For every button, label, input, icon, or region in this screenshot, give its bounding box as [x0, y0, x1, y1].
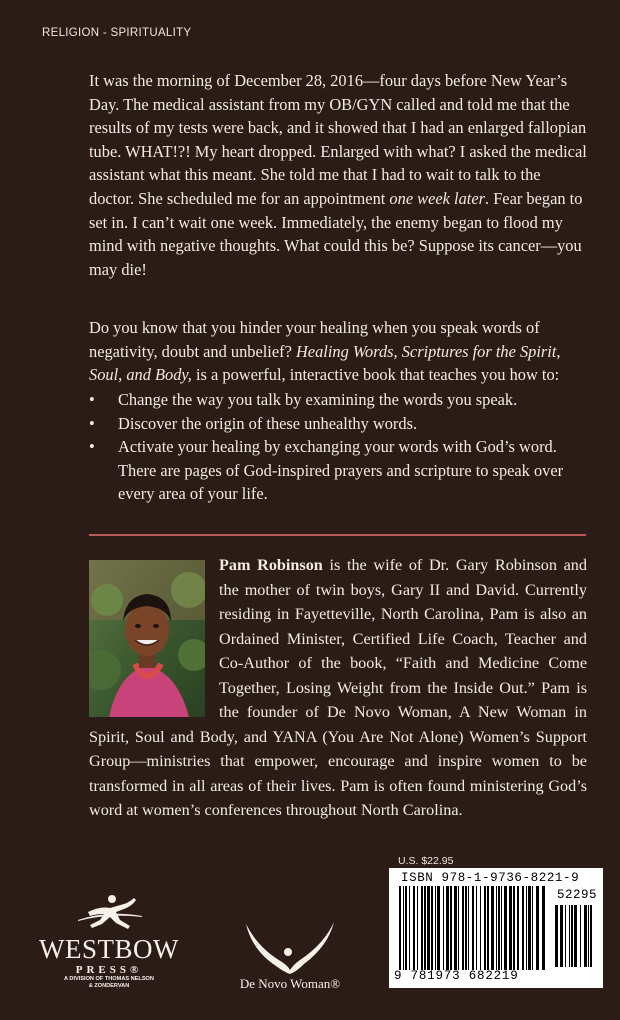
ean-number: 9 781973 682219: [394, 969, 519, 983]
intro-text-1: Do you know that you hinder your healing when you speak words of negativity, doubt and unbelief?: [89, 318, 540, 361]
barcode-bar: [443, 886, 444, 970]
barcode-bar: [413, 886, 415, 970]
raised-arms-figure-icon: [228, 920, 352, 976]
intro-paragraph: [89, 316, 589, 387]
barcode-bar: [472, 886, 474, 970]
bullet-icon: •: [89, 390, 95, 409]
barcode-bar: [487, 886, 489, 970]
publisher-press-label: PRESS®: [75, 964, 143, 976]
barcode-bar: [462, 886, 464, 970]
category-label: RELIGION - SPIRITUALITY: [42, 27, 192, 39]
section-divider: [89, 534, 586, 536]
barcode-bar: [491, 886, 494, 970]
price-label: U.S. $22.95: [398, 855, 454, 867]
barcode-bar: [532, 886, 533, 970]
barcode-bar: [574, 905, 577, 967]
de-novo-woman-logo: [228, 920, 352, 1000]
barcode-bar: [569, 905, 570, 967]
barcode-bar: [421, 886, 423, 970]
story-text-1: It was the morning of December 28, 2016—four days before New Year’s Day. The medical assistant from my OB/GYN called and told me that the results of my tests were back, and it showed that I had an enlarged fallopian tube. WHAT!?! My heart dropped. Enlarged with what? I asked the medical assistant what this meant. She told me that I had to wait to talk to the doctor. She scheduled me for an appointment: [89, 71, 587, 208]
barcode-bar: [417, 886, 418, 970]
barcode-bar: [399, 886, 401, 970]
intro-text-2: is a powerful, interactive book that teaches you how to:: [191, 365, 560, 385]
barcode-bar: [588, 905, 589, 967]
barcode-bar: [476, 886, 477, 970]
barcode-bar: [437, 886, 440, 970]
barcode-bar: [560, 905, 563, 967]
barcode-bar: [590, 905, 592, 967]
barcode-bar: [517, 886, 519, 970]
barcode-bar: [480, 886, 481, 970]
barcode-bar: [509, 886, 512, 970]
barcode-bar: [409, 886, 410, 970]
list-item-text: Activate your healing by exchanging your words with God’s word. There are pages of God-inspired prayers and scripture to speak over every area of your life.: [118, 437, 564, 504]
publisher-division-line-2: & ZONDERVAN: [88, 983, 130, 989]
bullet-icon: •: [89, 437, 95, 457]
benefit-list: [89, 388, 593, 506]
barcode-bar: [484, 886, 486, 970]
barcode-bar: [424, 886, 426, 970]
barcode-bar: [427, 886, 430, 970]
barcode-bar: [501, 886, 502, 970]
ean-barcode-bars: [399, 886, 549, 970]
book-title: Healing Words, Scriptures for the Spirit, Soul, and Body,: [89, 341, 561, 385]
barcode-bar: [542, 886, 545, 970]
runner-icon: [38, 890, 180, 934]
barcode-bar: [498, 886, 500, 970]
price-supplement-number: 52295: [557, 888, 598, 902]
barcode-bar: [555, 905, 558, 967]
barcode-bar: [513, 886, 515, 970]
bullet-icon: •: [89, 413, 95, 433]
barcode-bar: [528, 886, 531, 970]
barcode-bar: [465, 886, 467, 970]
barcode-bar: [405, 886, 407, 970]
barcode-bar: [571, 905, 573, 967]
barcode-bar: [446, 886, 449, 970]
barcode: [389, 868, 603, 988]
barcode-bar: [504, 886, 507, 970]
list-item: [89, 435, 593, 506]
barcode-bar: [403, 886, 404, 970]
list-item: [89, 388, 593, 412]
publisher-division: [38, 976, 180, 990]
westbow-press-logo: [38, 890, 180, 1000]
barcode-bar: [580, 905, 581, 967]
isbn-number: ISBN 978-1-9736-8221-9: [401, 871, 580, 885]
list-item-text: Discover the origin of these unhealthy words.: [118, 413, 418, 433]
author-bio-text: is the wife of Dr. Gary Robinson and the mother of twin boys, Gary II and David. Currently residing in Fayetteville, North Carolina, Pam is also an Ordained Minister, Certified Life Coach, Teacher and Co-Author of the book, “Faith and Medicine Come Together, Losing Weight from the Inside Out.” Pam is the founder of De Novo Woman, A New Woman in Spirit, Soul and Body, and YANA (You Are Not Alone) Women’s Support Group—ministries that empower, encourage and inspire women to be transformed in all areas of their lives. Pam is often found ministering God’s word at women’s conferences throughout North Carolina.: [89, 556, 587, 819]
story-text-2: . Fear began to set in. I can’t wait one week. Immediately, the enemy began to flood my mind with negative thoughts. What could this be? Suppose its cancer—you may die!: [89, 188, 583, 279]
barcode-bar: [522, 886, 524, 970]
supplement-barcode-bars: [555, 905, 595, 967]
barcode-bar: [536, 886, 539, 970]
list-item-text: Change the way you talk by examining the words you speak.: [118, 390, 518, 409]
barcode-bar: [435, 886, 436, 970]
author-bio: [89, 553, 587, 823]
barcode-bar: [458, 886, 459, 970]
barcode-bar: [431, 886, 433, 970]
barcode-bar: [526, 886, 527, 970]
photo-spacer: [89, 553, 205, 718]
list-item: [89, 412, 593, 436]
publisher-name: WESTBOW: [39, 934, 179, 964]
barcode-bar: [468, 886, 469, 970]
barcode-bar: [450, 886, 452, 970]
story-emphasis: one week later: [389, 188, 485, 208]
barcode-bar: [565, 905, 566, 967]
barcode-bar: [584, 905, 587, 967]
barcode-bar: [496, 886, 497, 970]
publisher-division-line-1: A DIVISION OF THOMAS NELSON: [64, 976, 154, 982]
ministry-name: De Novo Woman®: [239, 976, 341, 991]
barcode-bar: [454, 886, 457, 970]
author-name: Pam Robinson: [219, 556, 323, 574]
story-paragraph: [89, 69, 589, 281]
